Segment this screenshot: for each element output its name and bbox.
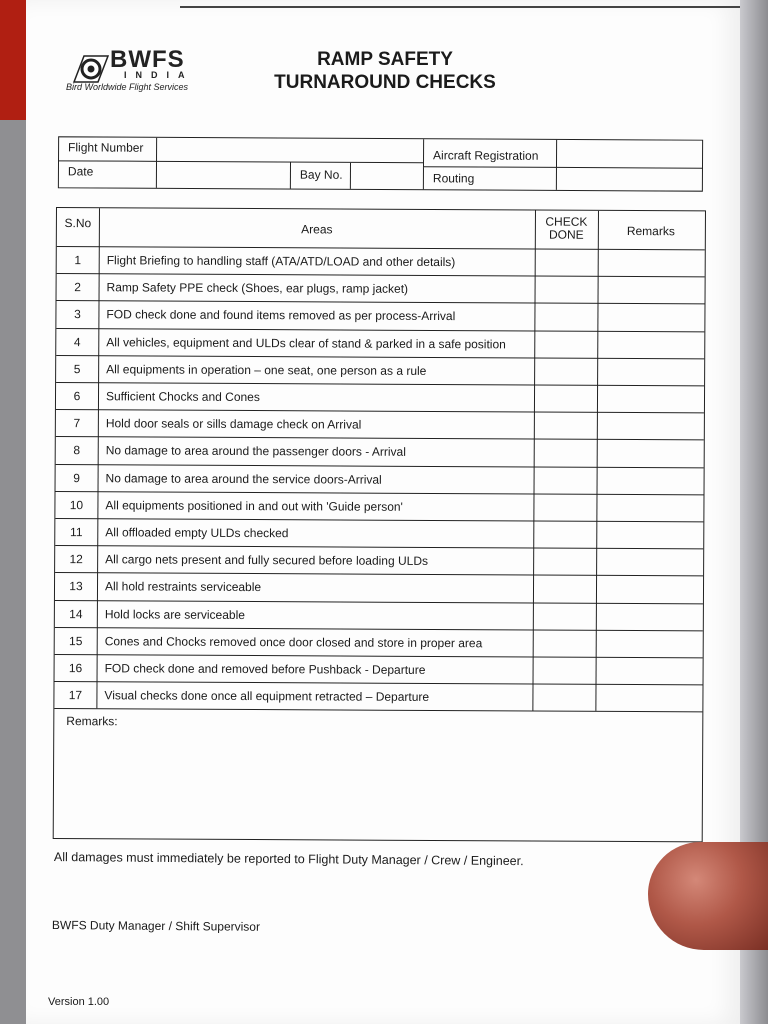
flight-number-field[interactable] [157,138,423,163]
remarks-cell[interactable] [597,495,701,521]
row-sno: 16 [68,661,83,676]
row-area: Sufficient Chocks and Cones [105,389,260,405]
remarks-cell[interactable] [598,386,702,412]
row-area: FOD check done and found items removed as per process-Arrival [106,307,456,324]
row-sno: 3 [74,307,81,322]
damage-report-note: All damages must immediately be reported to Flight Duty Manager / Crew / Engineer. [53,850,524,869]
title-line-1: RAMP SAFETY [317,49,453,70]
document-title [250,48,520,94]
remarks-area[interactable] [54,728,703,841]
remarks-cell[interactable] [598,304,702,330]
signoff-label: BWFS Duty Manager / Shift Supervisor [51,918,261,934]
header-sno: S.No [64,216,92,231]
check-done-cell[interactable] [535,440,596,466]
remarks-cell[interactable] [598,467,702,493]
row-area: Hold door seals or sills damage check on Arrival [105,416,362,432]
version-label: Version 1.00 [48,996,110,1008]
row-area: No damage to area around the service doors-Arrival [105,470,382,487]
check-done-cell[interactable] [536,250,597,276]
row-sno: 2 [74,280,81,295]
check-done-cell[interactable] [536,277,597,303]
row-sno: 1 [74,253,82,268]
row-area: All equipments positioned in and out with 'Guide person' [105,498,403,514]
row-sno: 6 [73,389,81,404]
title-line-2: TURNAROUND CHECKS [274,72,496,93]
page-top-edge [180,0,740,8]
remarks-cell[interactable] [597,576,701,602]
row-area: All vehicles, equipment and ULDs clear of stand & parked in a safe position [106,334,506,351]
row-sno: 11 [70,525,83,540]
row-area: No damage to area around the passenger doors - Arrival [105,443,406,460]
aircraft-registration-label: Aircraft Registration [423,139,557,168]
header-check-done [535,216,598,242]
remarks-cell[interactable] [598,413,702,439]
row-area: Ramp Safety PPE check (Shoes, ear plugs, ramp jacket) [106,280,409,297]
row-sno: 4 [73,334,81,349]
check-done-cell[interactable] [534,494,595,520]
remarks-label: Remarks: [66,714,118,729]
checklist-table [53,207,706,842]
flight-number-label: Flight Number [59,137,157,162]
row-sno: 10 [69,497,84,512]
remarks-cell[interactable] [597,522,701,548]
row-area: FOD check done and removed before Pushback - Departure [104,661,426,677]
row-area: Cones and Chocks removed once door closed and store in proper area [104,634,483,651]
row-area: Visual checks done once all equipment retracted – Departure [104,688,430,705]
logo-country: INDIA [124,70,194,80]
check-done-cell[interactable] [534,630,595,656]
check-done-cell[interactable] [535,413,596,439]
date-label: Date [59,161,157,188]
remarks-cell[interactable] [599,277,703,303]
row-area: All equipments in operation – one seat, one person as a rule [106,362,427,378]
remarks-cell[interactable] [598,440,702,466]
header-check-done-line-1: CHECK [545,214,588,229]
remarks-cell[interactable] [598,331,702,357]
header-areas: Areas [301,222,333,237]
remarks-cell[interactable] [597,603,701,629]
header-check-done-line-2: DONE [548,227,584,242]
remarks-cell[interactable] [597,549,701,575]
check-done-cell[interactable] [535,331,596,357]
row-sno: 17 [68,688,83,703]
check-done-cell[interactable] [533,685,594,711]
row-sno: 12 [69,552,83,567]
row-sno: 13 [69,579,83,594]
remarks-cell[interactable] [596,685,700,711]
remarks-cell[interactable] [597,631,701,657]
aircraft-registration-field[interactable] [557,140,703,169]
row-sno: 9 [73,470,80,485]
check-done-cell[interactable] [534,522,595,548]
check-done-cell[interactable] [534,549,595,575]
row-area: All hold restraints serviceable [104,579,262,595]
logo-name: BWFS [110,46,185,73]
row-area: All cargo nets present and fully secured before loading ULDs [105,552,429,569]
check-done-cell[interactable] [534,658,595,684]
check-done-cell[interactable] [535,386,596,412]
check-done-cell[interactable] [535,304,596,330]
check-done-cell[interactable] [535,467,596,493]
date-field[interactable] [157,162,291,189]
bwfs-logo-icon [72,52,110,86]
row-sno: 7 [73,416,81,431]
header-remarks: Remarks [626,223,675,239]
row-sno: 5 [73,361,81,376]
check-done-cell[interactable] [535,358,596,384]
row-area: All offloaded empty ULDs checked [105,525,289,541]
bay-no-label: Bay No. [291,163,351,189]
row-sno: 15 [69,633,83,648]
remarks-cell[interactable] [597,658,701,684]
row-area: Hold locks are serviceable [104,606,245,622]
row-area: Flight Briefing to handling staff (ATA/ATD/LOAD and other details) [106,253,456,270]
check-done-cell[interactable] [534,603,595,629]
remarks-cell[interactable] [599,250,703,276]
bay-no-field[interactable] [351,163,423,189]
flight-info-box [58,136,703,191]
remarks-cell[interactable] [598,359,702,385]
row-sno: 8 [73,443,81,458]
check-done-cell[interactable] [534,576,595,602]
routing-label: Routing [423,167,557,190]
row-sno: 14 [69,606,83,621]
logo-tagline: Bird Worldwide Flight Services [66,82,189,92]
finger-holding-page [648,842,768,950]
company-logo [64,44,204,100]
routing-field[interactable] [557,168,703,191]
